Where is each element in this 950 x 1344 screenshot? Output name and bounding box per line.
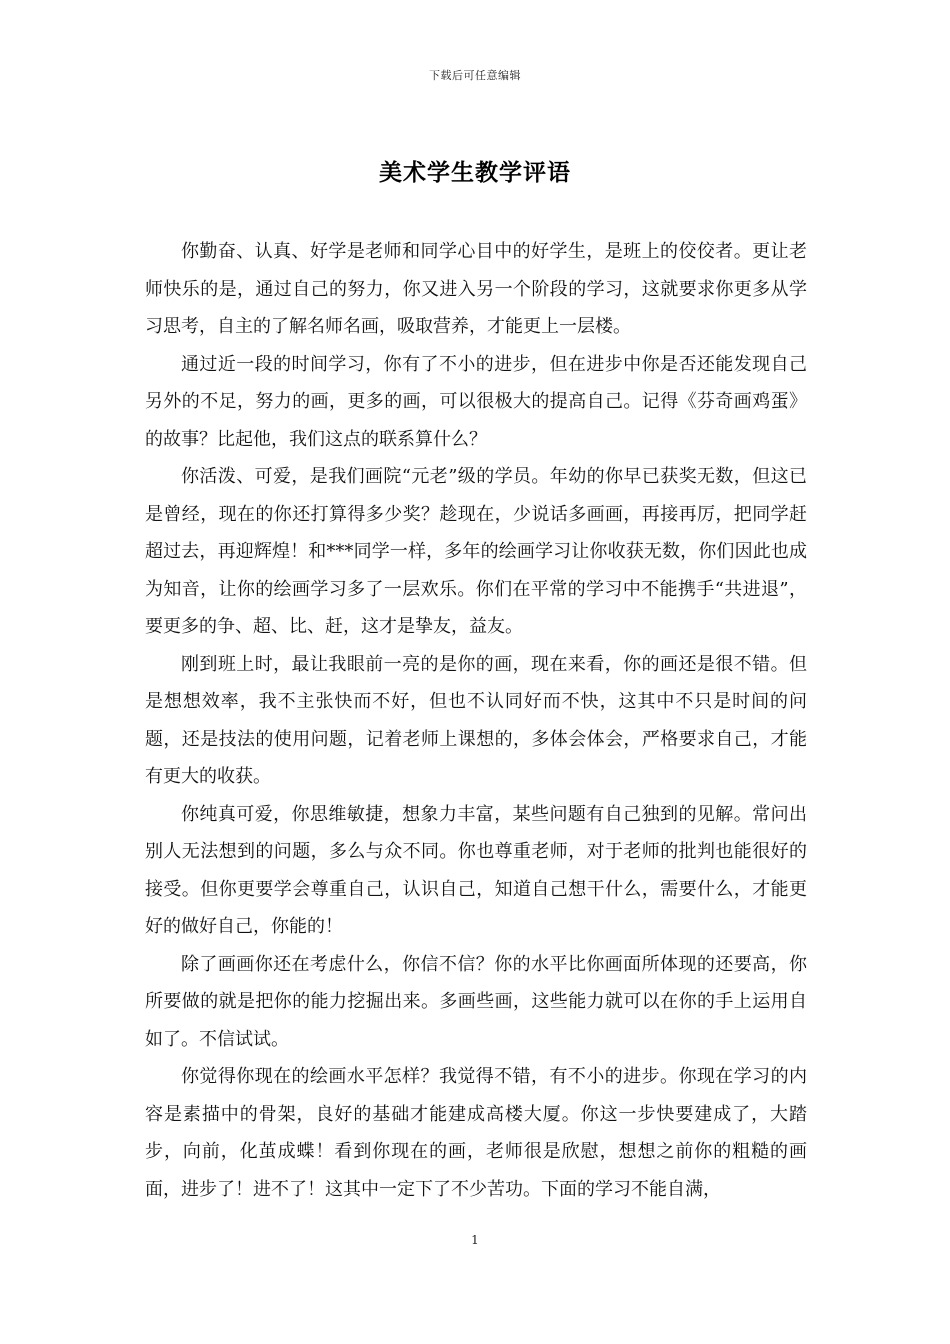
paragraph: 你勤奋、认真、好学是老师和同学心目中的好学生，是班上的佼佼者。更让老师快乐的是，通过自己的努力，你又进入另一个阶段的学习，这就要求你更多从学习思考，自主的了解名师名画，吸取营养，才能更上一层楼。 [145,241,807,337]
document-title: 美术学生教学评语 [379,159,571,186]
page-number: 1 [471,1233,479,1247]
header-note: 下载后可任意编辑 [429,69,521,82]
paragraph: 刚到班上时，最让我眼前一亮的是你的画，现在来看，你的画还是很不错。但是想想效率，我不主张快而不好，但也不认同好而不快，这其中不只是时间的问题，还是技法的使用问题，记着老师上课想的，多体会体会，严格要求自己，才能有更大的收获。 [145,653,807,787]
paragraph: 除了画画你还在考虑什么，你信不信？你的水平比你画面所体现的还要高，你所要做的就是把你的能力挖掘出来。多画些画，这些能力就可以在你的手上运用自如了。不信试试。 [145,953,807,1050]
paragraph: 你觉得你现在的绘画水平怎样？我觉得不错，有不小的进步。你现在学习的内容是素描中的骨架，良好的基础才能建成高楼大厦。你这一步快要建成了，大踏步，向前，化茧成蝶！看到你现在的画，老师很是欣慰，想想之前你的粗糙的画面，进步了！进不了！这其中一定下了不少苦功。下面的学习不能自满， [145,1066,807,1200]
document-body [145,233,807,1208]
paragraph: 你活泼、可爱，是我们画院“元老”级的学员。年幼的你早已获奖无数，但这已是曾经，现在的你还打算得多少奖？趁现在，少说话多画画，再接再厉，把同学赶超过去，再迎辉煌！和***同学一样，多年的绘画学习让你收获无数，你们因此也成为知音，让你的绘画学习多了一层欢乐。你们在平常的学习中不能携手“共进退”，要更多的争、超、比、赶，这才是挚友，益友。 [145,466,807,637]
paragraph: 通过近一段的时间学习，你有了不小的进步，但在进步中你是否还能发现自己另外的不足，努力的画，更多的画，可以很极大的提高自己。记得《芬奇画鸡蛋》的故事？比起他，我们这点的联系算什么？ [145,353,807,450]
paragraph: 你纯真可爱，你思维敏捷，想象力丰富，某些问题有自己独到的见解。常问出别人无法想到的问题，多么与众不同。你也尊重老师，对于老师的批判也能很好的接受。但你更要学会尊重自己，认识自己，知道自己想干什么，需要什么，才能更好的做好自己，你能的！ [145,803,807,937]
